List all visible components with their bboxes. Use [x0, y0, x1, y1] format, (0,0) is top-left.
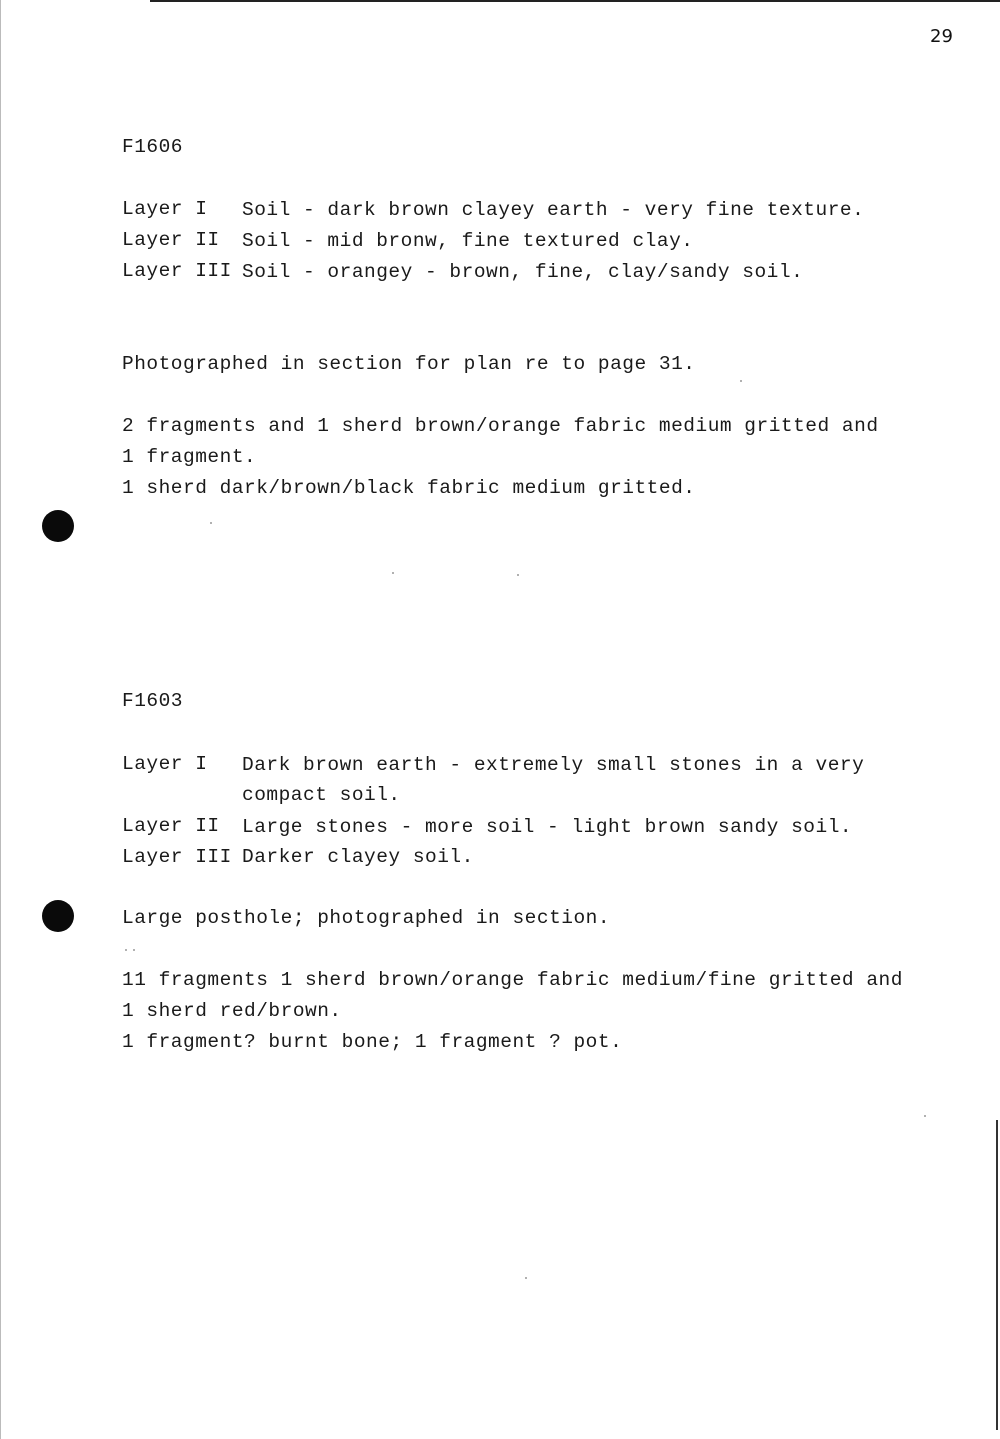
finds-line: 2 fragments and 1 sherd brown/orange fabric medium gritted and: [122, 415, 879, 437]
page-left-edge: [0, 0, 1, 1439]
page-number: 29: [930, 26, 953, 47]
layer-description: Soil - mid bronw, fine textured clay.: [242, 230, 694, 252]
punch-hole-icon: [42, 510, 74, 542]
finds-line: 11 fragments 1 sherd brown/orange fabric medium/fine gritted and: [122, 969, 903, 991]
page-right-edge: [996, 1120, 998, 1430]
layer-description: Dark brown earth - extremely small stones in a very: [242, 754, 865, 776]
punch-hole-icon: [42, 900, 74, 932]
layer-label: Layer I: [122, 753, 208, 775]
finds-line: 1 fragment.: [122, 446, 257, 468]
scan-speck: [517, 574, 519, 576]
scan-speck: [525, 1277, 527, 1279]
feature-heading: F1606: [122, 136, 184, 158]
scan-speck: [740, 380, 742, 382]
layer-label: Layer II: [122, 229, 220, 251]
layer-label: Layer III: [122, 260, 232, 282]
scan-speck: [133, 949, 135, 951]
layer-label: Layer II: [122, 815, 220, 837]
feature-note: Photographed in section for plan re to page 31.: [122, 353, 696, 375]
scan-speck: [210, 522, 212, 524]
finds-line: 1 sherd dark/brown/black fabric medium gritted.: [122, 477, 696, 499]
page-top-edge: [150, 0, 1000, 2]
finds-line: 1 fragment? burnt bone; 1 fragment ? pot.: [122, 1031, 623, 1053]
layer-label: Layer I: [122, 198, 208, 220]
feature-note: Large posthole; photographed in section.: [122, 907, 611, 929]
feature-heading: F1603: [122, 690, 184, 712]
layer-description: Soil - orangey - brown, fine, clay/sandy soil.: [242, 261, 804, 283]
layer-label: Layer III: [122, 846, 232, 868]
scan-speck: [924, 1115, 926, 1117]
layer-description-continuation: compact soil.: [242, 784, 401, 806]
scan-speck: [125, 949, 127, 951]
layer-description: Large stones - more soil - light brown sandy soil.: [242, 816, 853, 838]
layer-description: Soil - dark brown clayey earth - very fine texture.: [242, 199, 865, 221]
scan-speck: [392, 572, 394, 574]
finds-line: 1 sherd red/brown.: [122, 1000, 342, 1022]
layer-description: Darker clayey soil.: [242, 846, 474, 868]
